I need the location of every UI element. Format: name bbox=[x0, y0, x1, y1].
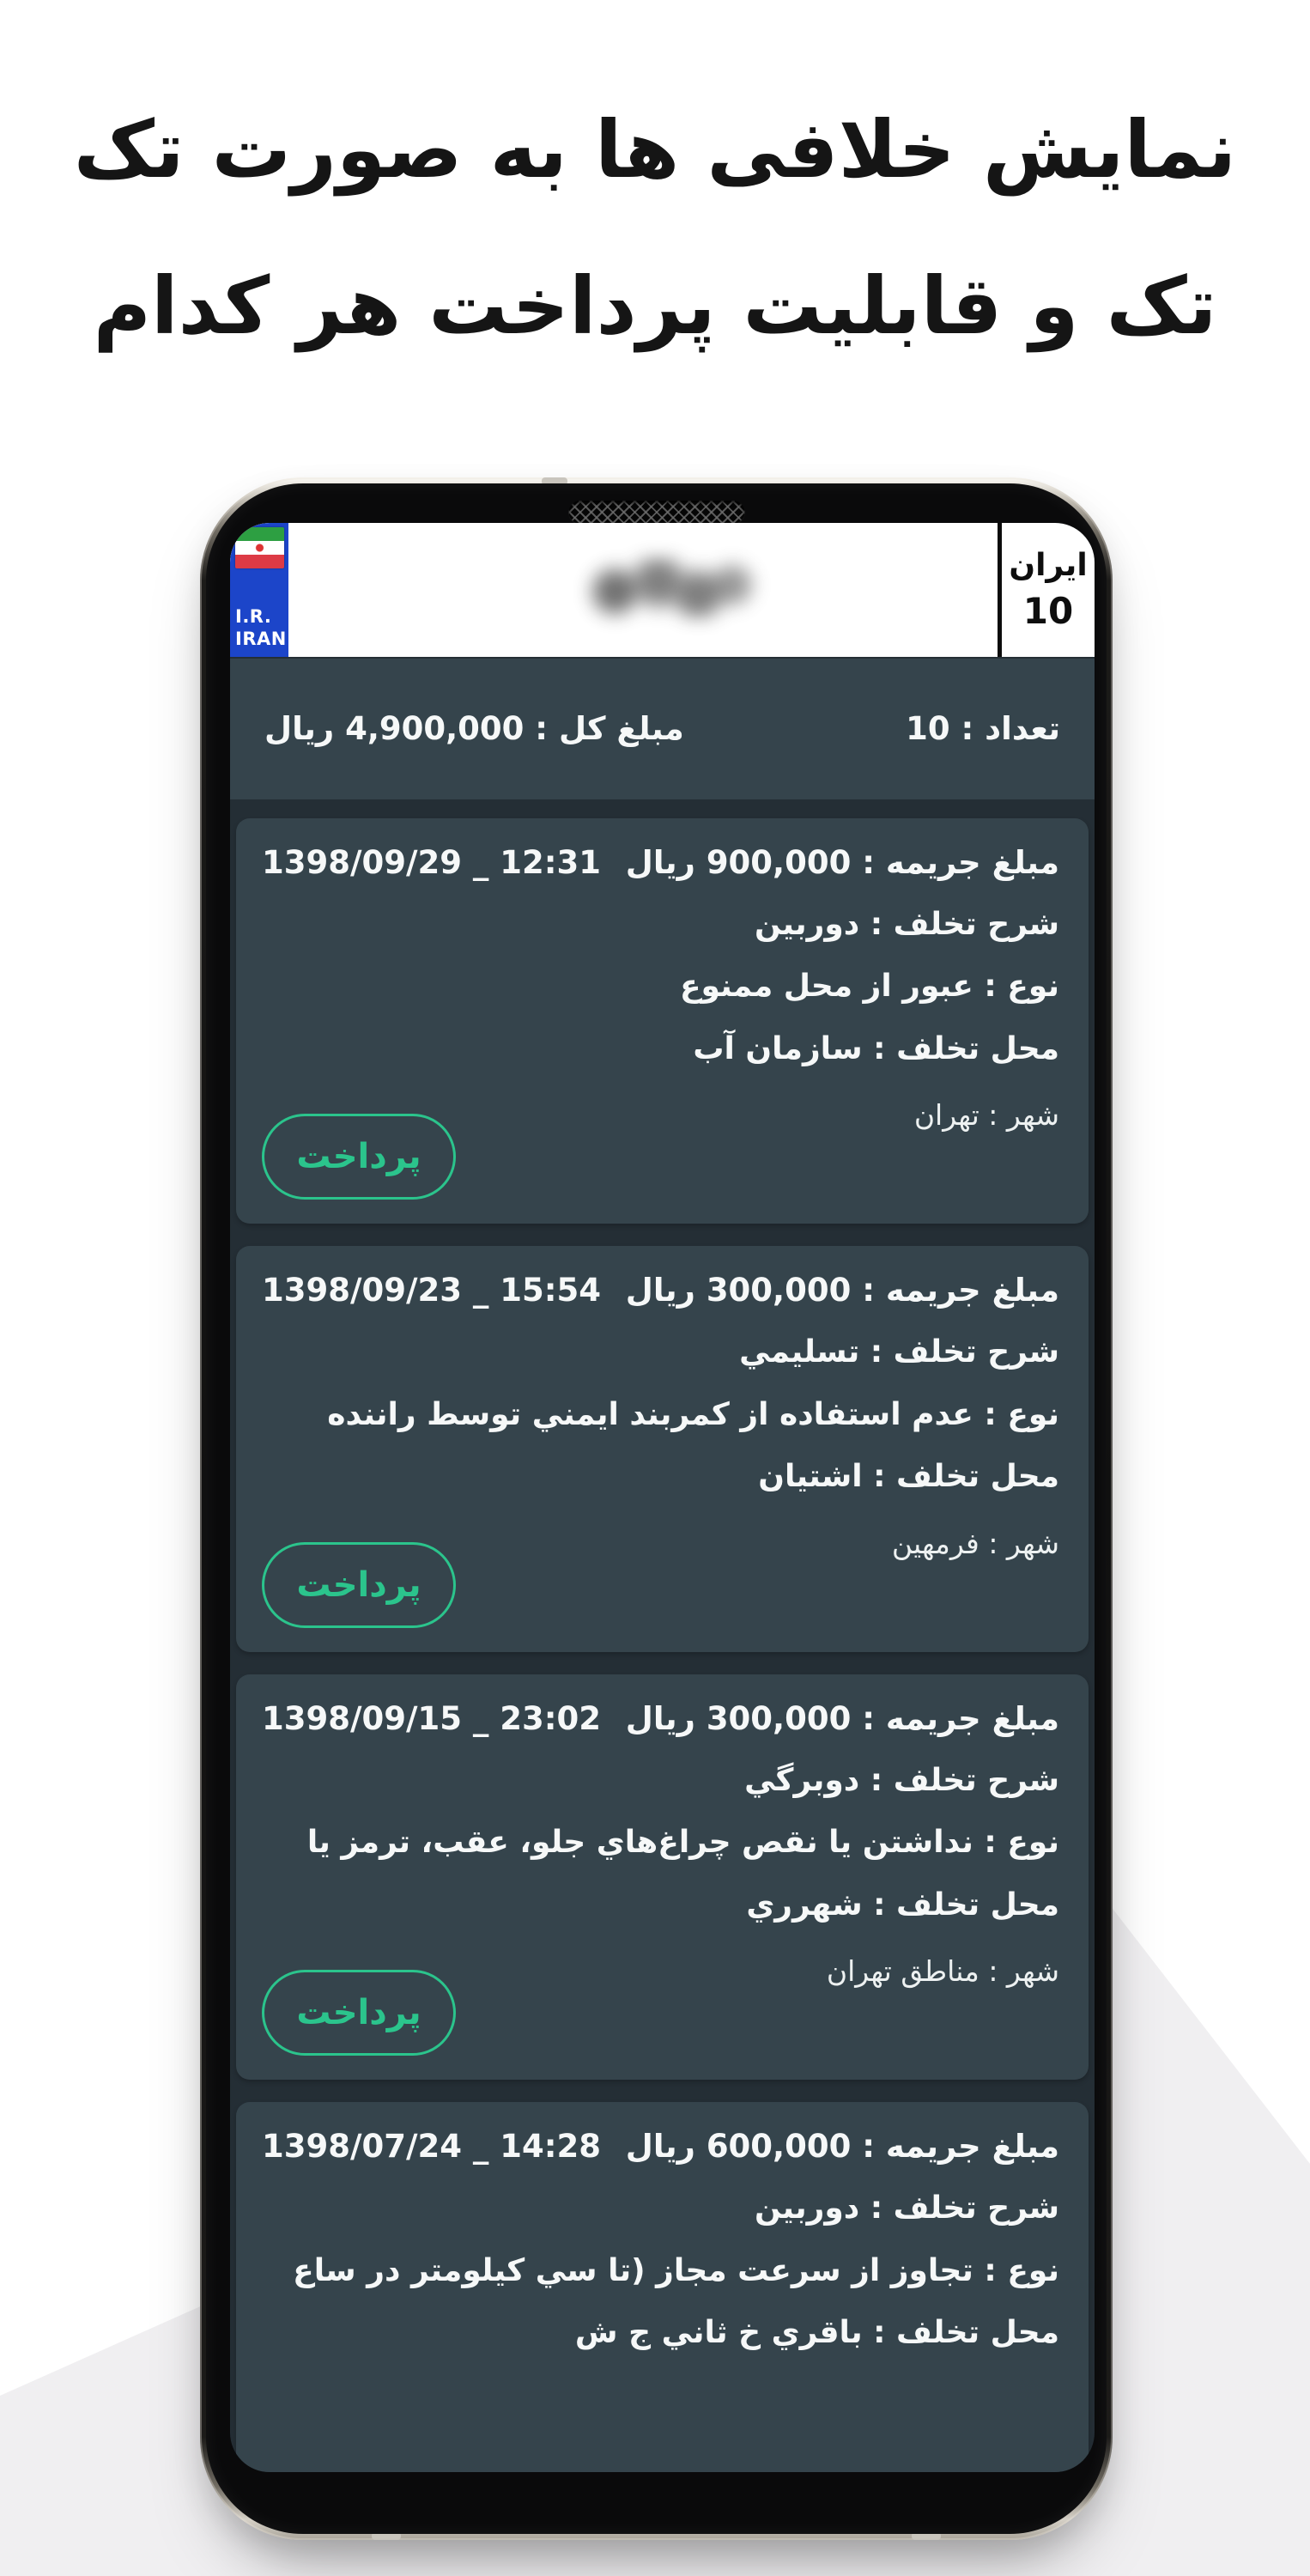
violation-card bbox=[236, 1246, 1089, 1651]
license-plate-header bbox=[230, 523, 1095, 657]
total-amount: مبلغ کل : 4,900,000 ریال bbox=[264, 709, 684, 747]
phone-bezel bbox=[206, 483, 1107, 2534]
fine-type: نوع : نداشتن يا نقص چراغ‌هاي جلو، عقب، ترمز يا bbox=[306, 1825, 1059, 1861]
fine-description: شرح تخلف : دوربین bbox=[755, 907, 1059, 942]
fine-datetime: 1398/09/23 _ 15:54 bbox=[262, 1272, 602, 1309]
fine-datetime: 1398/09/15 _ 23:02 bbox=[262, 1699, 602, 1737]
fine-description: شرح تخلف : دوربین bbox=[755, 2190, 1059, 2227]
violations-count: تعداد : 10 bbox=[906, 709, 1060, 747]
violation-card bbox=[236, 2102, 1089, 2472]
fine-amount: مبلغ جریمه : 300,000 ریال bbox=[625, 1272, 1059, 1309]
violation-card bbox=[236, 818, 1089, 1224]
page-title-line1: نمایش خلافی ها به صورت تک bbox=[73, 104, 1237, 196]
page-title bbox=[0, 72, 1310, 385]
pay-button[interactable]: پرداخت bbox=[262, 1542, 456, 1628]
page-title-line2: تک و قابلیت پرداخت هر کدام bbox=[93, 260, 1217, 353]
speaker-grille-icon bbox=[568, 501, 744, 524]
fine-location: محل تخلف : اشتيان bbox=[758, 1459, 1059, 1495]
fine-type: نوع : عدم استفاده از كمربند ايمني توسط راننده bbox=[327, 1396, 1059, 1432]
fine-datetime: 1398/09/29 _ 12:31 bbox=[262, 844, 602, 881]
pay-button[interactable]: پرداخت bbox=[262, 1114, 456, 1200]
badge-text-iran: IRAN bbox=[235, 628, 287, 649]
phone-mockup bbox=[200, 477, 1113, 2540]
fine-location: محل تخلف : شهرري bbox=[746, 1886, 1059, 1923]
summary-bar bbox=[230, 657, 1095, 799]
fine-description: شرح تخلف : تسليمي bbox=[739, 1334, 1059, 1370]
plate-number-blurred bbox=[573, 556, 762, 621]
fine-location: محل تخلف : باقري خ ثاني ج ش bbox=[574, 2315, 1059, 2351]
fine-datetime: 1398/07/24 _ 14:28 bbox=[262, 2128, 602, 2166]
plate-region-number: 10 bbox=[1022, 590, 1074, 632]
plate-region-section bbox=[1002, 523, 1095, 657]
fine-type: نوع : عبور از محل ممنوع bbox=[679, 969, 1059, 1005]
fine-description: شرح تخلف : دوبرگي bbox=[744, 1762, 1059, 1798]
plate-region-label: ایران bbox=[1009, 548, 1088, 583]
app-screen[interactable] bbox=[230, 523, 1095, 2472]
violation-card bbox=[236, 1674, 1089, 2080]
fine-amount: مبلغ جریمه : 300,000 ریال bbox=[625, 1699, 1059, 1737]
iran-flag-icon bbox=[235, 527, 284, 568]
fine-amount: مبلغ جریمه : 600,000 ریال bbox=[625, 2128, 1059, 2166]
fine-city: شهر : مناطق تهران bbox=[826, 1954, 1059, 1989]
pay-button[interactable]: پرداخت bbox=[262, 1970, 456, 2056]
fine-amount: مبلغ جریمه : 900,000 ریال bbox=[625, 844, 1059, 881]
fine-city: شهر : فرمهین bbox=[891, 1526, 1059, 1560]
violations-list[interactable] bbox=[230, 799, 1095, 2472]
iran-plate-badge bbox=[230, 523, 288, 657]
fine-location: محل تخلف : سازمان آب bbox=[693, 1030, 1059, 1066]
fine-city: شهر : تهران bbox=[913, 1098, 1059, 1133]
fine-type: نوع : تجاوز از سرعت مجاز (تا سي كيلومتر در ساع bbox=[293, 2252, 1059, 2288]
badge-text-ir: I.R. bbox=[235, 605, 272, 627]
